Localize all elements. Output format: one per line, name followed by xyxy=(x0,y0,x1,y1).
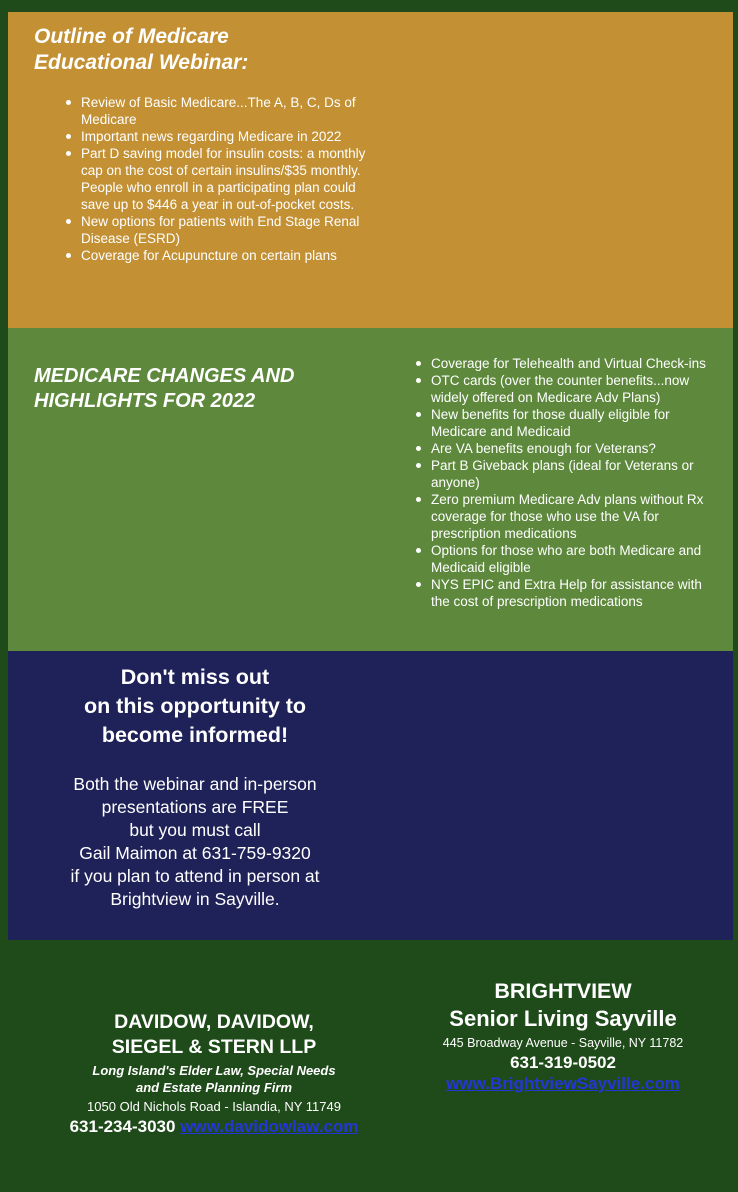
cta-body-line: Gail Maimon at 631-759-9320 xyxy=(79,843,311,863)
list-item: Options for those who are both Medicare and Medicaid eligible xyxy=(431,542,716,576)
cta-headline-line: on this opportunity to xyxy=(83,694,307,718)
cta-headline-line: Don't miss out xyxy=(120,665,270,689)
list-item: Zero premium Medicare Adv plans without Rx coverage for those who use the VA for prescription medications xyxy=(431,491,716,542)
outline-list xyxy=(81,94,371,264)
outline-title-line-2: Educational Webinar: xyxy=(34,51,249,74)
list-item: Part B Giveback plans (ideal for Veterans or anyone) xyxy=(431,457,716,491)
cta-headline-line: become informed! xyxy=(101,723,289,747)
firm-tagline-line: Long Island's Elder Law, Special Needs xyxy=(92,1063,336,1078)
brightview-footer xyxy=(395,977,731,1094)
firm-tagline xyxy=(30,1062,398,1096)
call-to-action-section xyxy=(8,651,733,940)
changes-title xyxy=(34,364,364,414)
list-item: Part D saving model for insulin costs: a monthly cap on the cost of certain insulins/$35 monthly. People who enroll in a participating plan could save up to $446 a year in out-of-pocket costs. xyxy=(81,145,371,213)
law-firm-footer xyxy=(30,1010,398,1138)
brightview-subtitle: Senior Living Sayville xyxy=(449,1006,677,1031)
cta-body xyxy=(36,773,354,911)
firm-name xyxy=(30,1010,398,1060)
list-item: Are VA benefits enough for Veterans? xyxy=(431,440,716,457)
firm-address: 1050 Old Nichols Road - Islandia, NY 11749 xyxy=(87,1099,341,1114)
list-item: NYS EPIC and Extra Help for assistance with the cost of prescription medications xyxy=(431,576,716,610)
firm-contact xyxy=(30,1116,398,1138)
webinar-outline-section xyxy=(8,12,733,328)
list-item: Important news regarding Medicare in 2022 xyxy=(81,128,371,145)
brightview-name: BRIGHTVIEW xyxy=(494,979,632,1003)
firm-tagline-line: and Estate Planning Firm xyxy=(135,1080,293,1095)
brightview-phone: 631-319-0502 xyxy=(510,1053,616,1072)
firm-name-line: DAVIDOW, DAVIDOW, xyxy=(114,1011,314,1033)
brightview-website-link[interactable]: www.BrightviewSayville.com xyxy=(446,1074,680,1093)
firm-phone: 631-234-3030 xyxy=(69,1117,176,1136)
changes-list xyxy=(431,355,716,610)
cta-body-line: Both the webinar and in-person xyxy=(73,774,317,794)
list-item: Coverage for Telehealth and Virtual Check-ins xyxy=(431,355,716,372)
outline-title-line-1: Outline of Medicare xyxy=(34,25,229,48)
medicare-changes-section xyxy=(8,328,733,651)
changes-title-line-2: HIGHLIGHTS FOR 2022 xyxy=(34,390,256,412)
firm-name-line: SIEGEL & STERN LLP xyxy=(111,1036,317,1058)
firm-website-link[interactable]: www.davidowlaw.com xyxy=(180,1117,359,1136)
list-item: Review of Basic Medicare...The A, B, C, Ds of Medicare xyxy=(81,94,371,128)
outline-title xyxy=(34,24,434,76)
cta-body-line: if you plan to attend in person at xyxy=(70,866,320,886)
cta-headline xyxy=(36,663,354,750)
list-item: Coverage for Acupuncture on certain plans xyxy=(81,247,371,264)
list-item: New benefits for those dually eligible for Medicare and Medicaid xyxy=(431,406,716,440)
cta-body-line: Brightview in Sayville. xyxy=(110,889,280,909)
cta-body-line: but you must call xyxy=(129,820,261,840)
brightview-address: 445 Broadway Avenue - Sayville, NY 11782 xyxy=(442,1036,684,1050)
changes-title-line-1: MEDICARE CHANGES AND xyxy=(34,365,295,387)
list-item: OTC cards (over the counter benefits...now widely offered on Medicare Adv Plans) xyxy=(431,372,716,406)
list-item: New options for patients with End Stage Renal Disease (ESRD) xyxy=(81,213,371,247)
cta-body-line: presentations are FREE xyxy=(101,797,289,817)
